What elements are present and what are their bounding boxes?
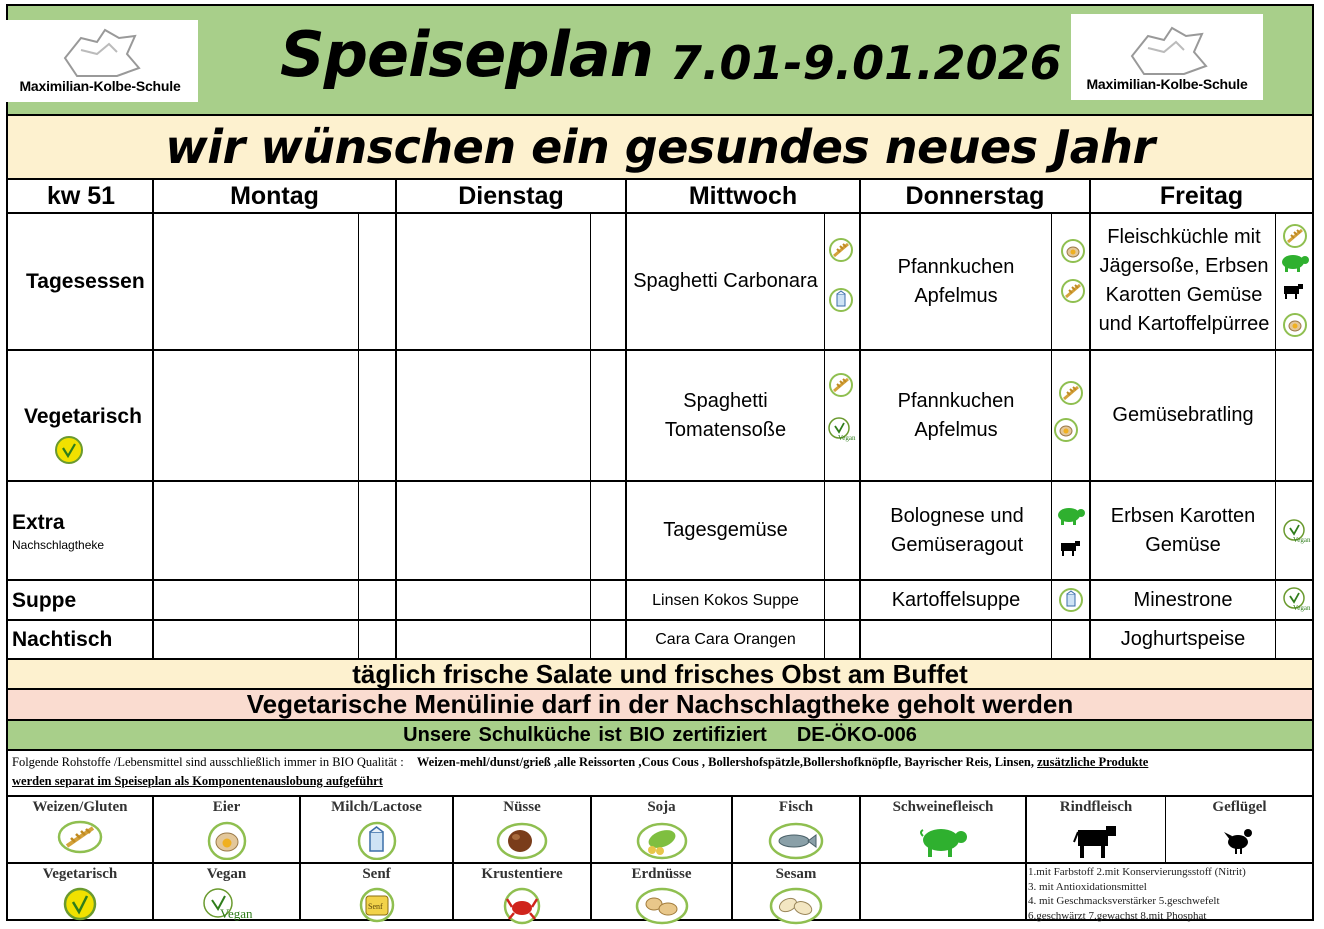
nut-icon: [496, 820, 548, 860]
day-header-mittwoch: Mittwoch: [688, 182, 798, 210]
milk-icon: [1058, 587, 1084, 613]
svg-text:Vegan: Vegan: [838, 434, 856, 442]
do-suppe: Kartoffelsuppe: [891, 588, 1021, 611]
egg-icon: [1053, 417, 1079, 443]
legend-sesam: Sesam: [733, 866, 859, 925]
note-lead: Folgende Rohstoffe /Lebensmittel sind ausschließlich immer in BIO Qualität :: [12, 755, 404, 769]
vegetarian-icon: [62, 887, 98, 921]
wheat-icon: [828, 372, 854, 398]
mi-suppe: Linsen Kokos Suppe: [652, 591, 799, 609]
legend-vegetarisch: Vegetarisch: [8, 866, 152, 921]
legend-fisch: Fisch: [733, 799, 859, 860]
legend-senf: Senf Senf: [301, 866, 452, 923]
egg-icon: [1060, 238, 1086, 264]
fr-extra: Erbsen Karotten Gemüse: [1110, 504, 1256, 556]
cow-icon: [1281, 282, 1305, 300]
menu-grid: [6, 180, 1314, 658]
milk-icon: [355, 820, 399, 860]
note-list: Weizen-mehl/dunst/grieß ,alle Reissorten ,Cous Cous , Bollershofspätzle,Bollershofknöpfle, Bayrischer Reis, Linsen,: [416, 755, 1034, 769]
legend-erdnuesse: Erdnüsse: [592, 866, 731, 925]
bio-code: DE-ÖKO-006: [796, 723, 917, 746]
day-header-montag: Montag: [230, 182, 319, 210]
row-header-suppe: Suppe: [12, 589, 77, 612]
vegan-icon: [1281, 518, 1311, 544]
note-extra-1: zusätzliche Produkte: [1037, 755, 1149, 769]
logo-mark-icon: [57, 28, 143, 78]
row-header-nachtisch: Nachtisch: [12, 628, 113, 651]
legend-weizen: Weizen/Gluten: [8, 799, 152, 854]
date-range: 7.01-9.01.2026: [670, 36, 1062, 90]
row-header-extra: Extra: [12, 511, 65, 534]
day-header-freitag: Freitag: [1159, 182, 1244, 210]
mi-extra: Tagesgemüse: [663, 519, 788, 541]
legend-krustentiere: Krustentiere: [454, 866, 590, 925]
fr-nachtisch: Joghurtspeise: [1120, 628, 1246, 650]
page-title: Speiseplan: [280, 18, 653, 91]
fr-tagesessen: Fleischküchle mit Jägersoße, Erbsen Karotten Gemüse und Kartoffelpürree: [1098, 226, 1270, 335]
legend-schwein: Schweinefleisch: [861, 799, 1025, 860]
mi-vegetarisch: Spaghetti Tomatensoße: [664, 389, 787, 441]
vegetarian-icon: [54, 435, 84, 465]
wheat-icon: [1060, 278, 1086, 304]
svg-text:Vegan: Vegan: [1293, 536, 1311, 544]
logo-mark-icon: [1124, 26, 1210, 76]
legend-rind: Rindfleisch: [1027, 799, 1165, 860]
school-logo-left: [2, 20, 198, 102]
wheat-icon: [828, 237, 854, 263]
milk-icon: [828, 287, 854, 313]
legend-gefluegel: Geflügel: [1167, 799, 1312, 856]
fr-vegetarisch: Gemüsebratling: [1112, 404, 1254, 426]
egg-icon: [205, 820, 249, 860]
day-header-donnerstag: Donnerstag: [905, 182, 1045, 210]
vegan-icon: [826, 416, 856, 442]
fr-suppe: Minestrone: [1133, 588, 1233, 611]
legend-eier: Eier: [154, 799, 299, 860]
egg-icon: [1282, 312, 1308, 338]
logo-left-text: Maximilian-Kolbe-Schule: [19, 78, 181, 94]
do-vegetarisch: Pfannkuchen Apfelmus: [897, 389, 1015, 441]
wheat-icon: [1282, 223, 1308, 249]
vegan-icon: [198, 887, 256, 921]
row-header-tagesessen: Tagesessen: [26, 270, 145, 293]
week-label: kw 51: [46, 182, 116, 210]
soy-icon: [636, 820, 688, 860]
vegetarian-line-banner: Vegetarische Menülinie darf in der Nachschlagtheke geholt werden: [6, 690, 1314, 721]
bio-ingredients-note: [6, 751, 1314, 795]
legend-nuesse: Nüsse: [454, 799, 590, 860]
chicken-icon: [1222, 820, 1258, 856]
mustard-icon: [354, 887, 400, 923]
svg-text:Vegan: Vegan: [1293, 604, 1311, 612]
pig-icon: [1054, 503, 1086, 527]
wheat-icon: [57, 820, 103, 854]
bio-banner: [6, 721, 1314, 751]
mi-nachtisch: Cara Cara Orangen: [655, 631, 796, 648]
bio-text: Unsere Schulküche ist BIO zertifiziert: [403, 723, 767, 746]
svg-text:Senf: Senf: [367, 902, 383, 911]
pig-icon: [1278, 250, 1310, 274]
cow-icon: [1072, 820, 1120, 860]
fish-icon: [768, 820, 824, 860]
additive-notes: 1.mit Farbstoff 2.mit Konservierungsstoff (Nitrit) 3. mit Antioxidationsmittel 4. mit Geschmacksverstärker 5.geschwefelt 6.geschwärzt 7.gewachst 8.mit Phosphat: [1028, 866, 1246, 922]
crab-icon: [499, 887, 545, 925]
legend-soja: Soja: [592, 799, 731, 860]
svg-text:Vegan: Vegan: [219, 906, 252, 921]
do-extra: Bolognese und Gemüseragout: [890, 504, 1024, 556]
school-logo-right: [1071, 14, 1263, 100]
row-header-extra-sub: Nachschlagtheke: [12, 538, 105, 552]
wheat-icon: [1058, 380, 1084, 406]
logo-right-text: Maximilian-Kolbe-Schule: [1086, 76, 1248, 92]
mi-tagesessen: Spaghetti Carbonara: [633, 270, 818, 292]
allergen-legend: [6, 795, 1314, 921]
note-extra-2: werden separat im Speiseplan als Komponentenauslobung aufgeführt: [12, 774, 383, 788]
peanut-icon: [635, 887, 689, 925]
legend-milch: Milch/Lactose: [301, 799, 452, 860]
legend-vegan: Vegan Vegan: [154, 866, 299, 921]
pig-icon: [915, 820, 971, 860]
salad-banner: täglich frische Salate und frisches Obst am Buffet: [6, 658, 1314, 690]
sesame-icon: [769, 887, 823, 925]
row-header-vegetarisch: Vegetarisch: [24, 405, 142, 428]
do-tagesessen: Pfannkuchen Apfelmus: [897, 255, 1015, 307]
new-year-wish: wir wünschen ein gesundes neues Jahr: [6, 114, 1314, 180]
cow-icon: [1058, 539, 1082, 557]
day-header-dienstag: Dienstag: [458, 182, 564, 210]
vegan-icon: [1281, 586, 1311, 612]
